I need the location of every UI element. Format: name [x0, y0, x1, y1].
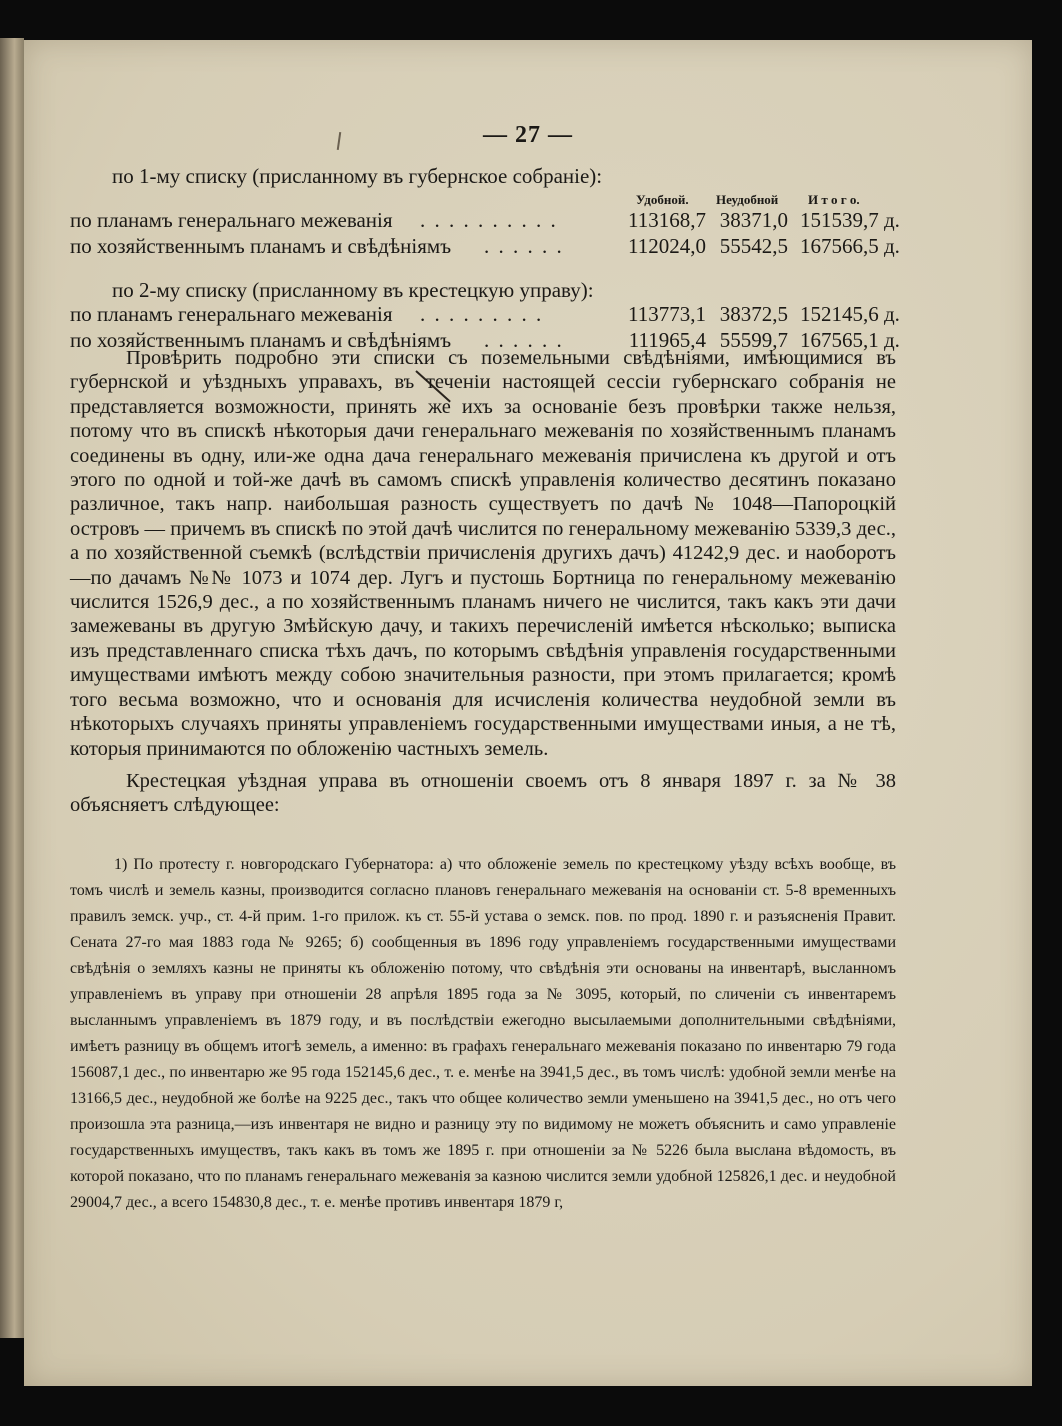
list1-row [24, 234, 1032, 262]
row-leader-dots: . . . . . . . . . . [420, 208, 558, 232]
row-total-value: 151539,7 д. [800, 208, 900, 232]
row-total-value: 167566,5 д. [800, 234, 900, 258]
small-print-text [70, 852, 896, 1216]
row-leader-dots: . . . . . . [484, 328, 564, 352]
row-label: по планамъ генеральнаго межеванія [70, 208, 393, 232]
row-label: по хозяйственнымъ планамъ и свѣдѣніямъ [70, 234, 452, 258]
row-total-value: 152145,6 д. [800, 302, 900, 326]
body-text [70, 346, 896, 818]
row-arable-value: 113773,1 [628, 302, 706, 326]
body-paragraph: Крестецкая уѣздная управа въ отношеніи своемъ отъ 8 января 1897 г. за № 38 объясняетъ слѣдующее: [70, 769, 896, 817]
column-header-nonarable: Неудобной [716, 192, 779, 207]
list1-heading: по 1-му списку (присланному въ губернское собраніе): [112, 164, 603, 188]
row-leader-dots: . . . . . . . . . [420, 302, 544, 326]
row-arable-value: 112024,0 [628, 234, 706, 258]
row-nonarable-value: 55542,5 [719, 234, 788, 258]
column-header-arable: Удобной. [636, 192, 689, 207]
row-label: по хозяйственнымъ планамъ и свѣдѣніямъ [70, 328, 452, 352]
row-arable-value: 111965,4 [628, 328, 706, 352]
row-nonarable-value: 38372,5 [719, 302, 788, 326]
page-number: — 27 — [483, 122, 573, 148]
column-header-total: И т о г о. [808, 192, 860, 207]
list2-row [24, 302, 1032, 330]
small-print-paragraph: 1) По протесту г. новгородскаго Губернатора: а) что обложеніе земель по крестецкому уѣзду всѣхъ вообще, въ томъ числѣ и земель казны, производится согласно плановъ генеральнаго межеванія на основаніи ст. 5-8 временныхъ правилъ земск. учр., ст. 4-й прим. 1-го прилож. къ ст. 55-й устава о земск. пов. по прод. 1890 г. и разъясненія Правит. Сената 27-го мая 1883 года № 9265; б) сообщенныя въ 1896 году управленіемъ государственными имуществами свѣдѣнія о земляхъ казны не приняты къ обложенію потому, что свѣдѣнія эти основаны на инвентарѣ, высланномъ управленіемъ въ управу при отношеніи 28 апрѣля 1895 года за № 3095, который, по сличеніи съ инвентаремъ высланнымъ управленіемъ въ 1879 году, и въ послѣдствіи ежегодно высылаемыми дополнительными свѣдѣніями, имѣетъ разницу въ общемъ итогѣ земель, а именно: въ графахъ генеральнаго межеванія показано по инвентарю 79 года 156087,1 дес., по инвентарю же 95 года 152145,6 дес., т. е. менѣе на 3941,5 дес., въ томъ числѣ: удобной земли менѣе на 13166,5 дес., неудобной же болѣе на 9225 дес., такъ что общее количество земли уменьшено на 3941,5 дес., но отъ чего произошла эта разница,—изъ инвентаря не видно и разницу эту по видимому не можетъ объяснить и само управленіе государственныхъ имуществъ, такъ какъ въ томъ же 1895 г. при отношеніи за № 5226 была выслана вѣдомость, въ которой показано, что по планамъ генеральнаго межеванія за казною числится земли удобной 125826,1 дес. и неудобной 29004,7 дес., а всего 154830,8 дес., т. е. менѣе противъ инвентаря 1879 г, [70, 856, 896, 1211]
row-label: по планамъ генеральнаго межеванія [70, 302, 393, 326]
document-page [24, 40, 1032, 1386]
row-total-value: 167565,1 д. [800, 328, 900, 352]
row-nonarable-value: 55599,7 [719, 328, 788, 352]
body-paragraph: Провѣрить подробно эти списки съ поземельными свѣдѣніями, имѣющимися въ губернской и уѣздныхъ управахъ, въ теченіи настоящей сессіи губернскаго собранія не представляется возможности, принять же ихъ за основаніе безъ провѣрки также нельзя, потому что въ спискѣ нѣкоторыя дачи генеральнаго межеванія по хозяйственнымъ планамъ соединены въ одну, или-же одна дача генеральнаго межеванія причислена къ другой и отъ этого по одной и той-же дачѣ въ самомъ спискѣ управленія количество десятинъ показано различное, такъ напр. наибольшая разность существуетъ по дачѣ № 1048—Папороцкій островъ — причемъ въ спискѣ по этой дачѣ числится по генеральному межеванію 5339,3 дес., а по хозяйственной съемкѣ (вслѣдствіи причисленія другихъ дачъ) 41242,9 дес. и наоборотъ—по дачамъ №№ 1073 и 1074 дер. Лугъ и пустошь Бортница по генеральному межеванію числится 1526,9 дес., а по хозяйственнымъ планамъ ничего не числится, такъ какъ эти дачи замежеваны въ другую Змѣйскую дачу, и такихъ перечисленій имѣется нѣсколько; выписка изъ представленнаго списка тѣхъ дачъ, по которымъ свѣдѣнія управленія государственными имуществами имѣютъ между собою значительныя разности, при этомъ прилагается; кромѣ того весьма возможно, что и основанія для исчисленія количества неудобной земли въ нѣкоторыхъ случаяхъ приняты управленіемъ государственными имуществами иныя, а не тѣ, которыя принимаются по обложенію частныхъ земель. [70, 347, 896, 760]
list1-row [24, 208, 1032, 236]
list2-heading: по 2-му списку (присланному въ крестецкую управу): [112, 278, 594, 302]
row-leader-dots: . . . . . . [484, 234, 564, 258]
row-nonarable-value: 38371,0 [719, 208, 788, 232]
adjacent-page-edge [0, 38, 24, 1338]
row-arable-value: 113168,7 [628, 208, 706, 232]
